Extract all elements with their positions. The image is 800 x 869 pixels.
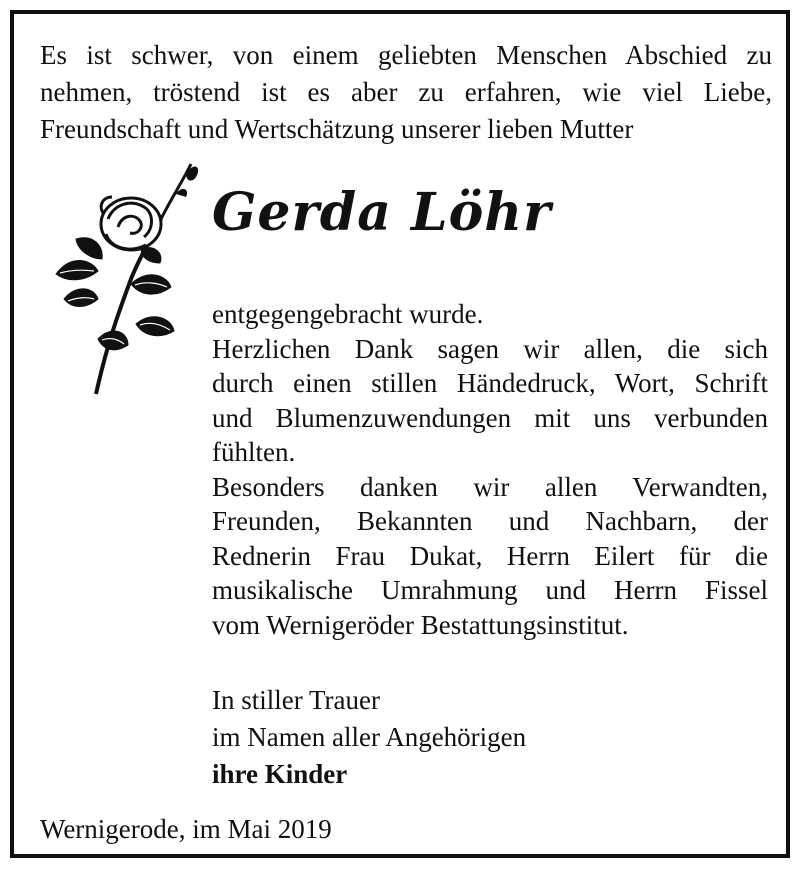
place-date: Wernigerode, im Mai 2019 (40, 814, 332, 844)
body-line: Besonders danken wir allen Verwandten, (212, 471, 768, 502)
signature-line: im Namen aller Angehörigen (212, 722, 527, 752)
body-line: fühlten. (212, 437, 296, 467)
body-line: Rednerin Frau Dukat, Herrn Eilert für die (212, 540, 768, 571)
body-line: vom Wernigeröder Bestattungsinstitut. (212, 609, 629, 640)
signature-line: In stiller Trauer (212, 685, 380, 715)
body-line: musikalische Umrahmung und Herrn Fissel (212, 575, 768, 605)
thanks-paragraph (212, 297, 768, 642)
body-line: entgegengebracht wurde. (212, 299, 484, 329)
intro-paragraph (40, 37, 772, 148)
obituary-frame (10, 10, 790, 858)
body-line: Herzlichen Dank sagen wir allen, die sich (212, 333, 768, 364)
body-line: und Blumenzuwendungen mit uns verbunden (212, 402, 768, 433)
intro-line: Es ist schwer, von einem geliebten Menschen Abschied zu (40, 40, 772, 70)
deceased-name: Gerda Löhr (212, 182, 552, 243)
signature-block (212, 682, 526, 793)
body-line: Freunden, Bekannten und Nachbarn, der (212, 506, 768, 536)
rose-icon (36, 149, 206, 399)
body-line: durch einen stillen Händedruck, Wort, Schrift (212, 368, 768, 398)
intro-line: Freundschaft und Wertschätzung unserer lieben Mutter (40, 114, 634, 144)
intro-line: nehmen, tröstend ist es aber zu erfahren, wie viel Liebe, (40, 77, 772, 107)
signed-by: ihre Kinder (212, 759, 348, 789)
